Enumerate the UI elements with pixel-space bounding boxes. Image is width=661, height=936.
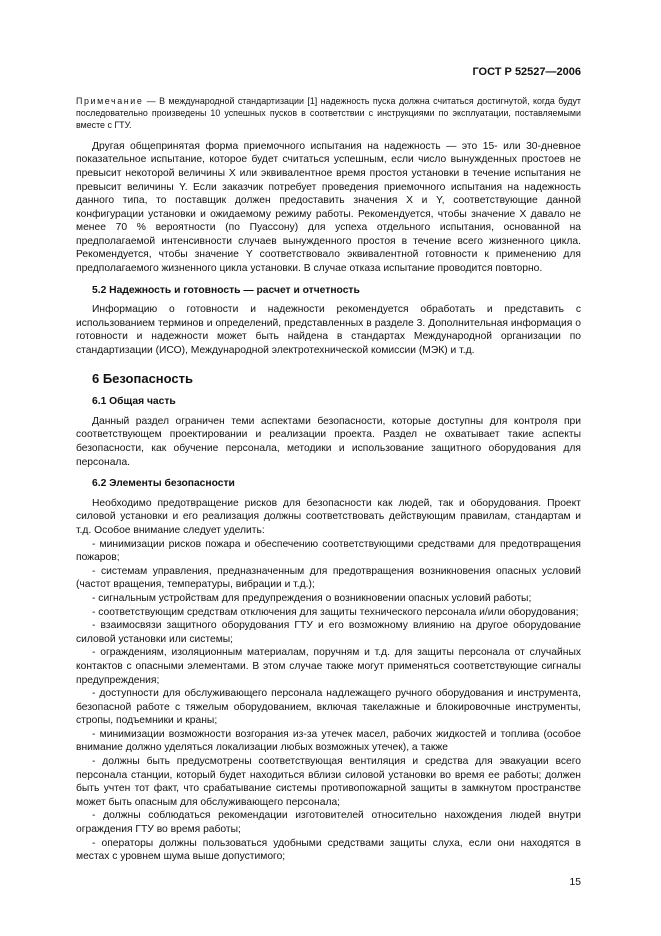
section-6-1-text: Данный раздел ограничен теми аспектами безопасности, которые доступны для контроля при соответствующем проектировании и реализации проекта. Раздел не охватывает такие аспекты безопасности, как обучение персонала, методики и использование защитного оборудования для персонала.: [76, 415, 581, 468]
list-item: - соответствующим средствам отключения для защиты технического персонала и/или оборудования;: [92, 606, 579, 618]
section-5-2-text: Информацию о готовности и надежности рекомендуется обработать и представить с использованием терминов и определений, представленных в разделе 3. Дополнительная информация о готовности и надежности может быть найдена в стандартах Международной организации по стандартизации (ИСО), Международной электротехнической комиссии (МЭК) и т.д.: [76, 304, 581, 357]
list-item: - взаимосвязи защитного оборудования ГТУ и его возможному влиянию на другое оборудование силовой установки или системы;: [76, 620, 581, 645]
list-item: - должны быть предусмотрены соответствующая вентиляция и средства для эвакуации всего персонала станции, который будет находиться вблизи силовой установки во время ее работы; должен быть учтен тот факт, что срабатывание системы противопожарной защиты в замкнутом пространстве может быть опасным для обслуживающего персонала;: [76, 756, 581, 808]
note: [76, 96, 581, 132]
list-item: - минимизации возможности возгорания из-за утечек масел, рабочих жидкостей и топлива (особое внимание должно уделяться локализации любых возможных утечек), а также: [76, 728, 581, 754]
section-6-title: 6 Безопасность: [92, 370, 194, 386]
list-item: - минимизации рисков пожара и обеспечению соответствующими средствами для предотвращения пожаров;: [76, 538, 581, 564]
list-item: - системам управления, предназначенным для предотвращения возникновения опасных условий (частот вращения, температуры, вибрации и т.д.);: [76, 565, 581, 591]
list-item: - ограждениям, изоляционным материалам, поручням и т.д. для защиты персонала от случайных контактов с опасными элементами. В этом случае также могут применяться соответствующие сигналы предупреждения;: [76, 647, 581, 686]
note-text: — В международной стандартизации [1] надежность пуска должна считаться достигнутой, когда будут последовательно произведены 10 успешных пусков в соответствии с инструкциями по эксплуатации, поставляемыми вместе с ГТУ.: [76, 96, 581, 130]
page-number: 15: [569, 877, 581, 888]
section-6-2-text: Необходимо предотвращение рисков для безопасности как людей, так и оборудования. Проект силовой установки и его реализация должны соответствовать действующим правилам, стандартам и т.д. Особое внимание следует уделить:: [76, 497, 581, 536]
section-6-1-title: 6.1 Общая часть: [92, 396, 176, 408]
note-label: Примечание: [76, 96, 144, 106]
list-item: - операторы должны пользоваться удобными средствами защиты слуха, если они находятся в местах с уровнем шума выше допустимого;: [76, 837, 581, 863]
section-5-2-title: 5.2 Надежность и готовность — расчет и отчетность: [92, 284, 360, 296]
safety-items-list: [76, 538, 581, 864]
document-code: ГОСТ Р 52527—2006: [472, 66, 581, 78]
list-item: - доступности для обслуживающего персонала надлежащего ручного оборудования и инструмента, безопасной работе с тяжелым оборудованием, включая такелажные и блокировочные инструменты, стропы, подъемники и краны;: [76, 688, 581, 727]
list-item: - должны соблюдаться рекомендации изготовителей относительно нахождения людей внутри ограждения ГТУ во время работы;: [76, 810, 581, 836]
section-6-2-title: 6.2 Элементы безопасности: [92, 478, 235, 490]
list-item: - сигнальным устройствам для предупреждения о возникновении опасных условий работы;: [92, 592, 532, 604]
intro-paragraph: Другая общепринятая форма приемочного испытания на надежность — это 15- или 30-дневное показательное испытание, которое будет считаться успешным, если число вынужденных простоев не превысит некоторой величины X или эквивалентное время простоя установки в течение испытания не превысит величины Y. Если заказчик потребует проведения приемочного испытания на надежность данного типа, то поставщик должен предоставить значения X и Y, соответствующие данной конфигурации установки и ожидаемому режиму работы. Рекомендуется, чтобы значение X давало не менее 70 % вероятности (по Пуассону) для успеха отдельного испытания, основанной на предполагаемой интенсивности случаев вынужденного простоя в течение всего жизненного цикла. Рекомендуется, чтобы значение Y соответствовало эквивалентной готовности к применению для предполагаемого жизненного цикла установки. В случае отказа испытание проводится повторно.: [76, 140, 581, 275]
